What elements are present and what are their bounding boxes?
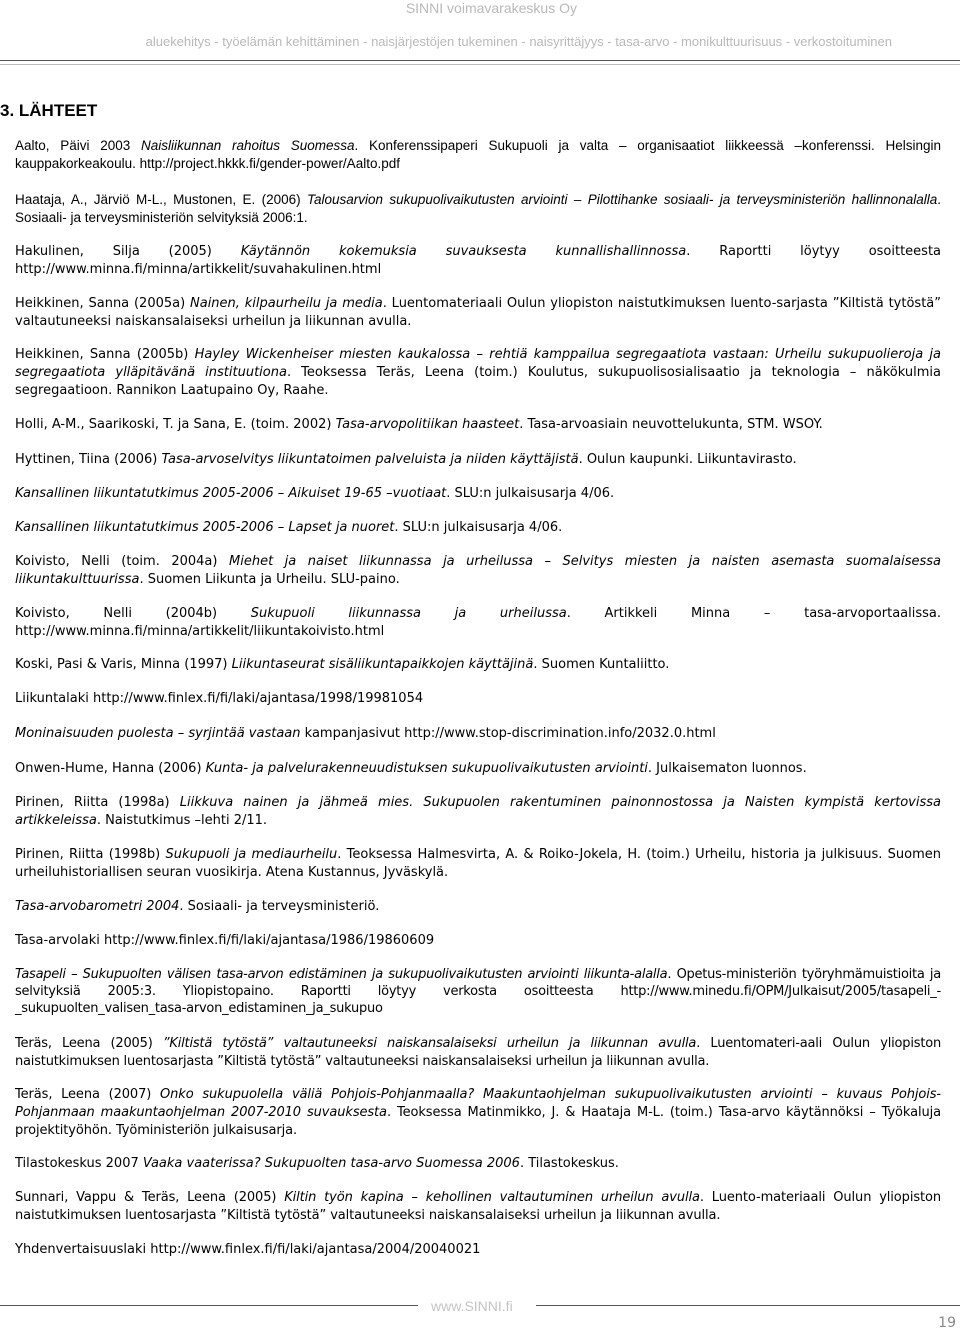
footer-site: www.SINNI.fi	[431, 1298, 513, 1314]
reference-item: Koivisto, Nelli (toim. 2004a) Miehet ja naiset liikunnassa ja urheilussa – Selvitys miesten ja naisten asemasta suomalaisessa liikuntakulttuurissa. Suomen Liikunta ja Urheilu. SLU-paino.	[15, 554, 941, 587]
reference-item: Pirinen, Riitta (1998b) Sukupuoli ja mediaurheilu. Teoksessa Halmesvirta, A. & Roiko-Jokela, H. (toim.) Urheilu, historia ja julkisuus. Suomen urheiluhistoriallisen seuran vuosikirja. Atena Kustannus, Jyväskylä.	[15, 847, 942, 880]
reference-item: Moninaisuuden puolesta – syrjintää vastaan kampanjasivut http://www.stop-discrimination.info/2032.0.html	[15, 726, 716, 741]
page-number: 19	[938, 1315, 956, 1331]
reference-item: Hyttinen, Tiina (2006) Tasa-arvoselvitys liikuntatoimen palveluista ja niiden käyttäjistä. Oulun kaupunki. Liikuntavirasto.	[15, 452, 797, 467]
reference-item: Pirinen, Riitta (1998a) Liikkuva nainen ja jähmeä mies. Sukupuolen rakentuminen painonnostossa ja Naisten kympistä kertovissa artikkeleissa. Naistutkimus –lehti 2/11.	[15, 795, 941, 828]
reference-item: Holli, A-M., Saarikoski, T. ja Sana, E. (toim. 2002) Tasa-arvopolitiikan haasteet. Tasa-arvoasiain neuvottelukunta, STM. WSOY.	[15, 417, 823, 432]
reference-item: Tilastokeskus 2007 Vaaka vaaterissa? Sukupuolten tasa-arvo Suomessa 2006. Tilastokeskus.	[15, 1156, 619, 1171]
reference-item: Teräs, Leena (2007) Onko sukupuolella väliä Pohjois-Pohjanmaalla? Maakuntaohjelman sukupuolivaikutusten arviointi – kuvaus Pohjois-Pohjanmaan maakuntaohjelman 2007-2010 suvauksesta. Teoksessa Matinmikko, J. & Haataja M-L. (toim.) Tasa-arvo käytännöksi – Työkaluja projektityöhön. Työministeriön julkaisusarja.	[15, 1087, 941, 1138]
reference-item: Tasa-arvobarometri 2004. Sosiaali- ja terveysministeriö.	[15, 899, 380, 914]
header-title: SINNI voimavarakeskus Oy	[405, 0, 577, 16]
reference-item: Tasapeli – Sukupuolten välisen tasa-arvon edistäminen ja sukupuolivaikutusten arviointi liikunta-alalla. Opetus-ministeriön työryhmämuistioita ja selvityksiä 2005:3. Yliopistopaino. Raportti löytyy verkosta osoitteesta http://www.minedu.fi/OPM/Julkaisut/2005/tasapeli_-_sukupuolten_valisen_tasa-arvon_edistaminen_ja_sukupuo	[15, 967, 942, 1016]
header-rule	[0, 60, 960, 61]
reference-item: Onwen-Hume, Hanna (2006) Kunta- ja palvelurakenneuudistuksen sukupuolivaikutusten arviointi. Julkaisematon luonnos.	[15, 761, 807, 776]
reference-item: Aalto, Päivi 2003 Naisliikunnan rahoitus Suomessa. Konferenssipaperi Sukupuoli ja valta – organisaatiot liikkeessä –konferenssi. Helsingin kauppakorkeakoulu. http://project.hkkk.fi/gender-power/Aalto.pdf	[15, 138, 941, 171]
reference-item: Koski, Pasi & Varis, Minna (1997) Liikuntaseurat sisäliikuntapaikkojen käyttäjinä. Suomen Kuntaliitto.	[15, 657, 670, 672]
footer-rule-left	[0, 1305, 418, 1306]
reference-item: Liikuntalaki http://www.finlex.fi/fi/laki/ajantasa/1998/19981054	[15, 691, 424, 706]
reference-item: Haataja, A., Järviö M-L., Mustonen, E. (2006) Talousarvion sukupuolivaikutusten arviointi – Pilottihanke sosiaali- ja terveysministeriön hallinnonalalla. Sosiaali- ja terveysministeriön selvityksiä 2006:1.	[15, 192, 941, 225]
reference-item: Tasa-arvolaki http://www.finlex.fi/fi/laki/ajantasa/1986/19860609	[15, 933, 435, 948]
footer-rule-right	[536, 1305, 960, 1306]
reference-item: Kansallinen liikuntatutkimus 2005-2006 – Lapset ja nuoret. SLU:n julkaisusarja 4/06.	[15, 520, 563, 535]
header-subtitle: aluekehitys - työelämän kehittäminen - naisjärjestöjen tukeminen - naisyrittäjyys - tasa-arvo - monikulttuurisuus - verkostoituminen	[145, 34, 892, 49]
reference-item: Koivisto, Nelli (2004b) Sukupuoli liikunnassa ja urheilussa. Artikkeli Minna – tasa-arvoportaalissa. http://www.minna.fi/minna/artikkelit/liikuntakoivisto.html	[15, 606, 941, 639]
header-rule-light	[0, 64, 960, 65]
reference-item: Yhdenvertaisuuslaki http://www.finlex.fi/fi/laki/ajantasa/2004/20040021	[15, 1242, 481, 1257]
reference-item: Heikkinen, Sanna (2005b) Hayley Wickenheiser miesten kaukalossa – rehtiä kamppailua segregaatiota vastaan: Urheilu sukupuolieroja ja segregaatiota ylläpitävänä instituutiona. Teoksessa Teräs, Leena (toim.) Koulutus, sukupuolisosialisaatio ja teknologia – näkökulmia segregaatioon. Rannikon Laatupaino Oy, Raahe.	[15, 347, 942, 398]
reference-item: Teräs, Leena (2005) ”Kiltistä tytöstä” valtautuneeksi naiskansalaiseksi urheilun ja liikunnan avulla. Luentomateri-aali Oulun yliopiston naistutkimuksen luentosarjasta ”Kiltistä tytöstä” valtautuneeksi naiskansalaiseksi urheilun ja liikunnan avulla.	[15, 1036, 942, 1069]
reference-item: Sunnari, Vappu & Teräs, Leena (2005) Kiltin työn kapina – kehollinen valtautuminen urheilun avulla. Luento-materiaali Oulun yliopiston naistutkimuksen luentosarjasta ”Kiltistä tytöstä” valtautuneeksi naiskansalaiseksi urheilun ja liikunnan avulla.	[15, 1190, 941, 1223]
section-title: 3. LÄHTEET	[0, 101, 98, 120]
reference-item: Hakulinen, Silja (2005) Käytännön kokemuksia suvauksesta kunnallishallinnossa. Raportti löytyy osoitteesta http://www.minna.fi/minna/artikkelit/suvahakulinen.html	[15, 244, 942, 277]
reference-item: Heikkinen, Sanna (2005a) Nainen, kilpaurheilu ja media. Luentomateriaali Oulun yliopiston naistutkimuksen luento-sarjasta ”Kiltistä tytöstä” valtautuneeksi naiskansalaiseksi urheilun ja liikunnan avulla.	[15, 296, 941, 329]
reference-item: Kansallinen liikuntatutkimus 2005-2006 – Aikuiset 19-65 –vuotiaat. SLU:n julkaisusarja 4/06.	[15, 486, 615, 501]
